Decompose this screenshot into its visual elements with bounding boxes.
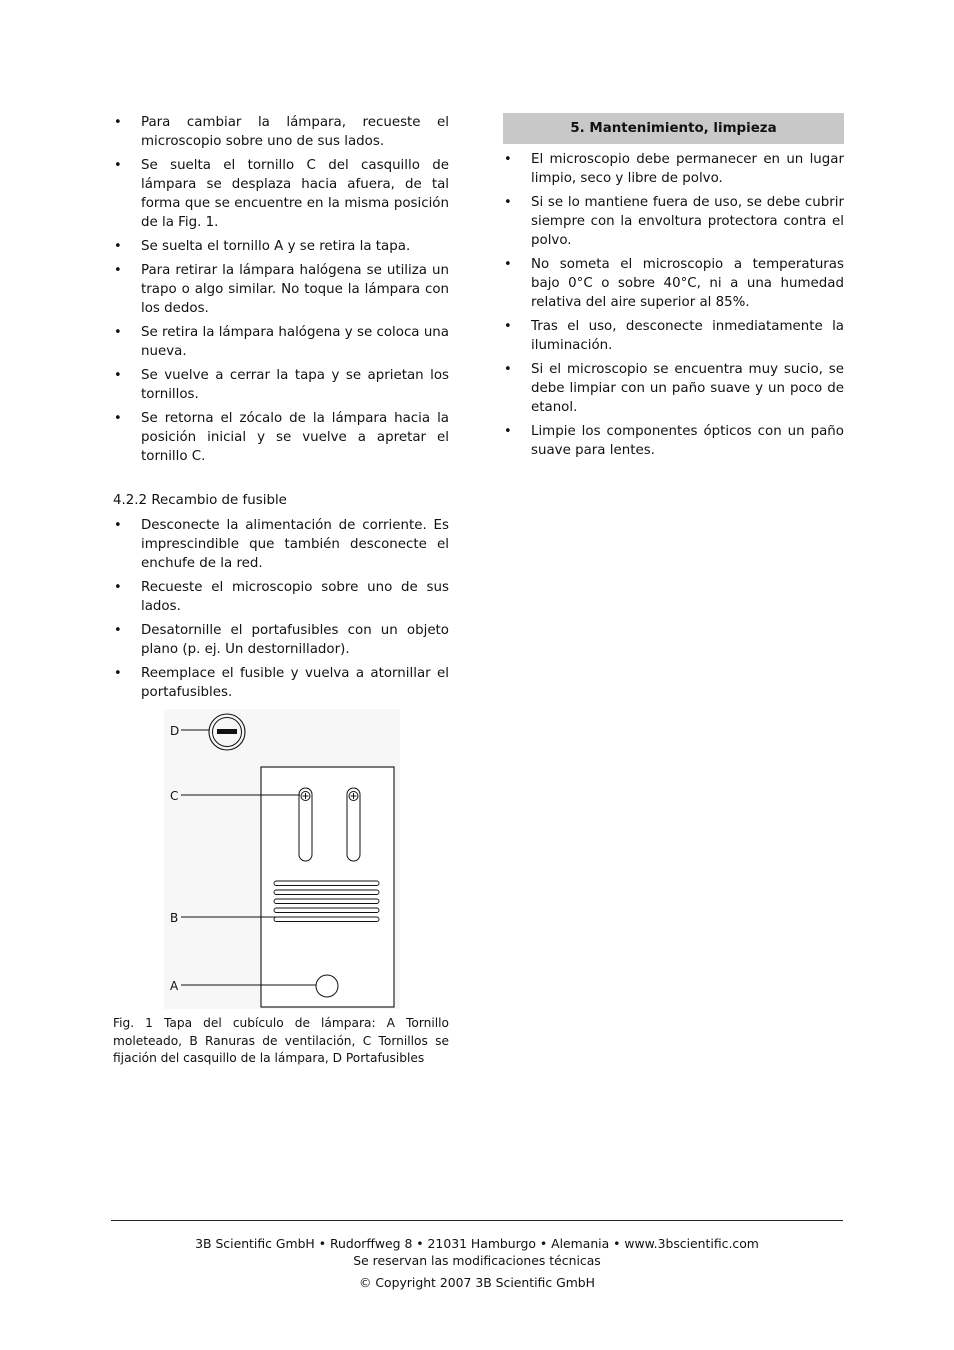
footer-divider	[111, 1220, 843, 1221]
list-item: • Se suelta el tornillo C del casquillo de lámpara se desplaza hacia afuera, de tal forma que se encuentre en la misma posición de la Fig. 1.	[113, 156, 449, 232]
lamp-replacement-list	[113, 113, 449, 466]
label-c: C	[170, 789, 179, 803]
list-item: • Si se lo mantiene fuera de uso, se debe cubrir siempre con la envoltura protectora contra el polvo.	[503, 193, 844, 250]
list-item: • Recueste el microscopio sobre uno de sus lados.	[113, 578, 449, 616]
right-column	[503, 113, 844, 465]
maintenance-list	[503, 150, 844, 460]
list-item: • Limpie los componentes ópticos con un paño suave para lentes.	[503, 422, 844, 460]
fuse-section-heading: 4.2.2 Recambio de fusible	[113, 493, 287, 508]
fuse-replacement-list	[113, 516, 449, 702]
footer-address: 3B Scientific GmbH • Rudorffweg 8 • 21031 Hamburgo • Alemania • www.3bscientific.com	[195, 1236, 759, 1251]
footer-notice: Se reservan las modificaciones técnicas	[353, 1253, 601, 1268]
figure-caption: Fig. 1 Tapa del cubículo de lámpara: A Tornillo moleteado, B Ranuras de ventilación, C Tornillos se fijación del casquillo de la lámpara, D Portafusibles	[113, 1016, 449, 1065]
lamp-cover-diagram	[164, 709, 400, 1009]
knurled-screw	[316, 975, 338, 997]
list-item: • Tras el uso, desconecte inmediatamente la iluminación.	[503, 317, 844, 355]
maintenance-section-title: 5. Mantenimiento, limpieza	[503, 113, 844, 144]
list-item: • Para cambiar la lámpara, recueste el microscopio sobre uno de sus lados.	[113, 113, 449, 151]
list-item: • Para retirar la lámpara halógena se utiliza un trapo o algo similar. No toque la lámpara con los dedos.	[113, 261, 449, 318]
label-b: B	[170, 911, 179, 925]
left-column	[113, 113, 449, 707]
list-item: • Se retira la lámpara halógena y se coloca una nueva.	[113, 323, 449, 361]
cover-panel	[261, 767, 394, 1007]
list-item: • Se vuelve a cerrar la tapa y se aprietan los tornillos.	[113, 366, 449, 404]
list-item: • Si el microscopio se encuentra muy sucio, se debe limpiar con un paño suave y un poco de etanol.	[503, 360, 844, 417]
list-item: • El microscopio debe permanecer en un lugar limpio, seco y libre de polvo.	[503, 150, 844, 188]
list-item: • Desatornille el portafusibles con un objeto plano (p. ej. Un destornillador).	[113, 621, 449, 659]
label-a: A	[170, 979, 179, 993]
label-d: D	[170, 724, 180, 738]
list-item: • Reemplace el fusible y vuelva a atornillar el portafusibles.	[113, 664, 449, 702]
list-item: • Desconecte la alimentación de corriente. Es imprescindible que también desconecte el enchufe de la red.	[113, 516, 449, 573]
list-item: • Se suelta el tornillo A y se retira la tapa.	[113, 237, 449, 256]
list-item: • No someta el microscopio a temperaturas bajo 0°C o sobre 40°C, ni a una humedad relativa del aire superior al 85%.	[503, 255, 844, 312]
footer-copyright: © Copyright 2007 3B Scientific GmbH	[359, 1275, 595, 1290]
list-item: • Se retorna el zócalo de la lámpara hacia la posición inicial y se vuelve a apretar el tornillo C.	[113, 409, 449, 466]
